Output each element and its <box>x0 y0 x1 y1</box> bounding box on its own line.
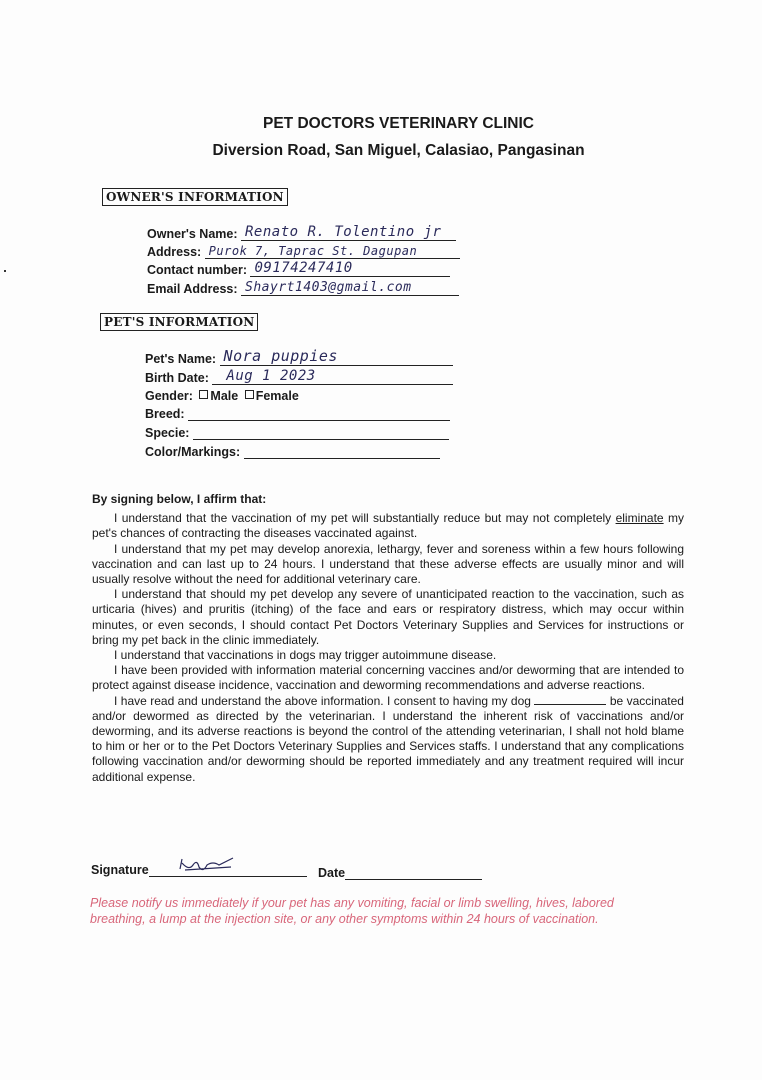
affirmation-paragraph-2: I understand that my pet may develop anorexia, lethargy, fever and soreness within a few hours following vaccination and can last up to 24 hours. I understand that these adverse effects are usually minor and will usually resolve without the need for additional veterinary care. <box>92 541 684 587</box>
owner-name-value: Renato R. Tolentino jr <box>245 224 442 240</box>
birth-date-value: Aug 1 2023 <box>226 368 316 384</box>
owner-name-label: Owner's Name: <box>147 227 238 241</box>
birth-date-label: Birth Date: <box>145 371 209 385</box>
p1-text-a: I understand that the vaccination of my pet will substantially reduce but may not completely <box>114 511 616 526</box>
p1-text-b: my pet's chances of contracting the diseases vaccinated against. <box>92 511 684 541</box>
signature-field[interactable] <box>149 862 307 877</box>
signature-row <box>91 862 307 877</box>
male-checkbox[interactable] <box>199 390 208 399</box>
female-label: Female <box>255 389 299 403</box>
affirmation-text <box>92 492 684 785</box>
male-label: Male <box>210 389 239 403</box>
pet-name-value: Nora puppies <box>223 347 338 365</box>
owner-name-row <box>147 226 456 241</box>
color-label: Color/Markings: <box>145 445 241 459</box>
color-field[interactable] <box>244 444 440 459</box>
affirmation-paragraph-6 <box>92 694 684 785</box>
notice-text: Please notify us immediately if your pet has any vomiting, facial or limb swelling, hives, labored breathing, a lump at the injection site, or any other symptoms within 24 hours of vaccination. <box>90 896 614 926</box>
address-row <box>147 244 460 259</box>
breed-field[interactable] <box>188 406 450 421</box>
breed-row <box>145 406 450 421</box>
email-value: Shayrt1403@gmail.com <box>245 280 412 295</box>
dog-name-blank[interactable] <box>534 704 606 705</box>
affirmation-paragraph-1 <box>92 511 684 541</box>
pet-name-field[interactable] <box>220 347 453 366</box>
affirmation-lead: By signing below, I affirm that: <box>92 492 267 506</box>
contact-value: 09174247410 <box>254 260 353 276</box>
pet-name-row <box>145 347 453 366</box>
date-field[interactable] <box>345 865 482 880</box>
birth-date-row <box>145 370 453 385</box>
address-field[interactable] <box>205 244 460 259</box>
date-row <box>318 865 482 880</box>
address-label: Address: <box>147 245 202 259</box>
gender-label: Gender: <box>145 389 193 403</box>
birth-date-field[interactable] <box>212 370 453 385</box>
p1-underlined: eliminate <box>615 511 664 526</box>
signature-scribble <box>177 855 237 875</box>
female-checkbox[interactable] <box>245 390 254 399</box>
owner-name-field[interactable] <box>241 226 456 241</box>
signature-label: Signature <box>91 863 149 877</box>
clinic-name: PET DOCTORS VETERINARY CLINIC <box>263 115 534 132</box>
affirmation-paragraph-5: I have been provided with information material concerning vaccines and/or deworming that are intended to protect against disease incidence, vaccination and deworming recommendations and adverse reactions. <box>92 663 684 693</box>
owner-section-heading: OWNER'S INFORMATION <box>102 188 288 206</box>
address-value: Purok 7, Taprac St. Dagupan <box>208 244 418 258</box>
specie-field[interactable] <box>193 425 449 440</box>
pet-section-heading: PET'S INFORMATION <box>100 313 258 331</box>
specie-row <box>145 425 449 440</box>
email-label: Email Address: <box>147 282 238 296</box>
p6-text-b: be vaccinated and/or dewormed as directed by the veterinarian. I understand the inherent risk of vaccinations and/or deworming, and its adverse reactions is beyond the control of the attending veterinarian, I shall not hold blame to him or her or to the Pet Doctors Veterinary Supplies and Services staffs. I understand that any complications following vaccination and/or deworming should be reported immediately and any treatment required will incur additional expense. <box>92 693 684 784</box>
email-field[interactable] <box>241 281 459 296</box>
color-row <box>145 444 440 459</box>
contact-row <box>147 262 450 277</box>
clinic-address: Diversion Road, San Miguel, Calasiao, Pangasinan <box>212 142 585 159</box>
contact-label: Contact number: <box>147 263 247 277</box>
specie-label: Specie: <box>145 426 190 440</box>
date-label: Date <box>318 866 346 880</box>
breed-label: Breed: <box>145 407 185 421</box>
gender-row <box>145 389 299 403</box>
p6-text-a: I have read and understand the above information. I consent to having my dog <box>114 693 535 708</box>
email-row <box>147 281 459 296</box>
contact-field[interactable] <box>250 262 450 277</box>
affirmation-paragraph-3: I understand that should my pet develop any severe of unanticipated reaction to the vaccination, such as urticaria (hives) and pruritis (itching) of the face and ears or respiratory distress, which may occur within minutes, or even seconds, I should contact Pet Doctors Veterinary Supplies and Services for instructions or bring my pet back in the clinic immediately. <box>92 587 684 647</box>
affirmation-paragraph-4: I understand that vaccinations in dogs may trigger autoimmune disease. <box>114 648 497 663</box>
scan-speck <box>4 270 6 272</box>
pet-name-label: Pet's Name: <box>145 352 217 366</box>
